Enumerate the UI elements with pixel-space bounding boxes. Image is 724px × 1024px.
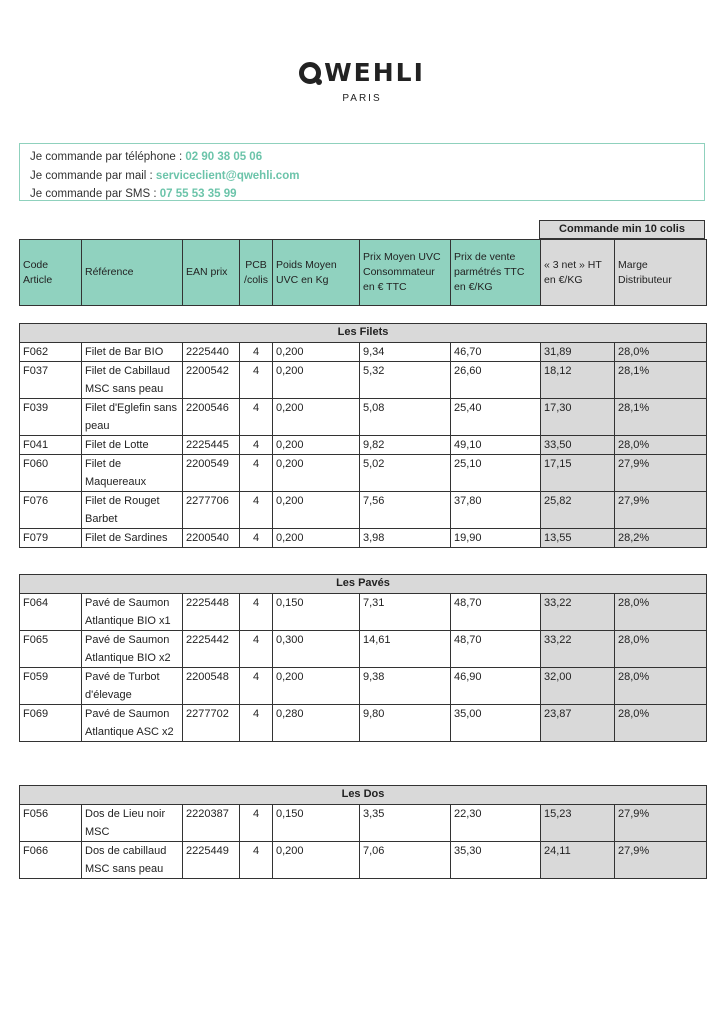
table-row	[20, 343, 707, 362]
cell-poids: 0,200	[273, 455, 360, 492]
table-row	[20, 529, 707, 548]
cell-pcb: 4	[240, 705, 273, 742]
cell-ht: 13,55	[541, 529, 615, 548]
table-row	[20, 594, 707, 631]
cell-marge: 28,0%	[615, 668, 707, 705]
cell-code: F079	[20, 529, 82, 548]
cell-ean: 2200549	[183, 455, 240, 492]
cell-pv: 48,70	[451, 631, 541, 668]
cell-ref: Pavé de Turbot d'élevage	[82, 668, 183, 705]
col-header-ref: Référence	[82, 240, 183, 306]
cell-pcb: 4	[240, 436, 273, 455]
order-min-label: Commande min 10 colis	[539, 220, 705, 239]
contact-phone[interactable]: 02 90 38 05 06	[185, 151, 263, 163]
cell-pv: 25,40	[451, 399, 541, 436]
cell-pcb: 4	[240, 668, 273, 705]
cell-pcb: 4	[240, 399, 273, 436]
cell-pv: 48,70	[451, 594, 541, 631]
contact-mail[interactable]: serviceclient@qwehli.com	[155, 169, 300, 182]
cell-pmuvc: 3,35	[360, 805, 451, 842]
cell-pv: 46,90	[451, 668, 541, 705]
cell-poids: 0,200	[273, 842, 360, 879]
cell-pcb: 4	[240, 805, 273, 842]
table-row	[20, 492, 707, 529]
cell-ean: 2225449	[183, 842, 240, 879]
cell-pmuvc: 5,32	[360, 362, 451, 399]
cell-pv: 35,30	[451, 842, 541, 879]
cell-ht: 25,82	[541, 492, 615, 529]
cell-code: F065	[20, 631, 82, 668]
cell-pcb: 4	[240, 631, 273, 668]
cell-ht: 33,22	[541, 631, 615, 668]
cell-ean: 2200542	[183, 362, 240, 399]
cell-pv: 25,10	[451, 455, 541, 492]
cell-ht: 17,15	[541, 455, 615, 492]
cell-pv: 37,80	[451, 492, 541, 529]
cell-pmuvc: 9,80	[360, 705, 451, 742]
section-title-row	[20, 324, 707, 343]
cell-pcb: 4	[240, 362, 273, 399]
table-row	[20, 399, 707, 436]
cell-poids: 0,280	[273, 705, 360, 742]
cell-ean: 2225442	[183, 631, 240, 668]
cell-ht: 15,23	[541, 805, 615, 842]
cell-code: F037	[20, 362, 82, 399]
column-header-table	[19, 239, 707, 306]
cell-poids: 0,200	[273, 668, 360, 705]
cell-marge: 28,0%	[615, 594, 707, 631]
cell-pv: 49,10	[451, 436, 541, 455]
cell-code: F076	[20, 492, 82, 529]
cell-ht: 23,87	[541, 705, 615, 742]
section-table-dos	[19, 785, 707, 879]
cell-ean: 2200546	[183, 399, 240, 436]
cell-marge: 28,0%	[615, 705, 707, 742]
col-header-prix-vente: Prix de vente parmétrés TTC en €/KG	[451, 240, 541, 306]
cell-ref: Pavé de Saumon Atlantique BIO x2	[82, 631, 183, 668]
cell-ref: Pavé de Saumon Atlantique ASC x2	[82, 705, 183, 742]
table-row	[20, 362, 707, 399]
cell-marge: 28,0%	[615, 343, 707, 362]
cell-ht: 31,89	[541, 343, 615, 362]
contact-mail-label: Je commande par mail :	[30, 169, 156, 182]
contact-sms-line	[30, 185, 694, 204]
contact-mail-line	[30, 167, 694, 186]
section-title-row	[20, 575, 707, 594]
cell-code: F062	[20, 343, 82, 362]
cell-marge: 27,9%	[615, 805, 707, 842]
cell-ht: 32,00	[541, 668, 615, 705]
section-title: Les Filets	[20, 324, 707, 343]
cell-code: F066	[20, 842, 82, 879]
section-title: Les Dos	[20, 786, 707, 805]
cell-marge: 28,0%	[615, 631, 707, 668]
cell-poids: 0,200	[273, 436, 360, 455]
table-row	[20, 436, 707, 455]
cell-ref: Filet de Lotte	[82, 436, 183, 455]
contact-phone-label: Je commande par téléphone :	[30, 151, 186, 163]
table-row	[20, 705, 707, 742]
cell-ref: Dos de cabillaud MSC sans peau	[82, 842, 183, 879]
cell-marge: 28,1%	[615, 399, 707, 436]
brand-name: WEHLI	[324, 58, 425, 87]
cell-pcb: 4	[240, 455, 273, 492]
cell-poids: 0,200	[273, 343, 360, 362]
contact-box	[19, 143, 705, 201]
cell-ref: Filet de Sardines	[82, 529, 183, 548]
cell-pmuvc: 5,08	[360, 399, 451, 436]
cell-pmuvc: 14,61	[360, 631, 451, 668]
cell-ean: 2277706	[183, 492, 240, 529]
logo-wordmark	[299, 58, 425, 87]
cell-ref: Pavé de Saumon Atlantique BIO x1	[82, 594, 183, 631]
cell-pcb: 4	[240, 529, 273, 548]
cell-ean: 2220387	[183, 805, 240, 842]
cell-ref: Filet d'Eglefin sans peau	[82, 399, 183, 436]
cell-code: F056	[20, 805, 82, 842]
cell-ref: Filet de Maquereaux	[82, 455, 183, 492]
cell-code: F059	[20, 668, 82, 705]
col-header-pcb: PCB /colis	[240, 240, 273, 306]
cell-ean: 2200540	[183, 529, 240, 548]
cell-ht: 33,50	[541, 436, 615, 455]
cell-pmuvc: 7,56	[360, 492, 451, 529]
table-row	[20, 455, 707, 492]
table-row	[20, 805, 707, 842]
cell-ht: 33,22	[541, 594, 615, 631]
cell-poids: 0,200	[273, 529, 360, 548]
cell-pmuvc: 7,06	[360, 842, 451, 879]
cell-pmuvc: 5,02	[360, 455, 451, 492]
cell-poids: 0,150	[273, 805, 360, 842]
cell-ean: 2277702	[183, 705, 240, 742]
cell-pcb: 4	[240, 842, 273, 879]
cell-code: F039	[20, 399, 82, 436]
cell-ref: Dos de Lieu noir MSC	[82, 805, 183, 842]
brand-subtitle: PARIS	[342, 93, 382, 104]
col-header-marge: Marge Distributeur	[615, 240, 707, 306]
cell-pmuvc: 9,82	[360, 436, 451, 455]
cell-marge: 27,9%	[615, 455, 707, 492]
cell-poids: 0,200	[273, 492, 360, 529]
cell-pmuvc: 3,98	[360, 529, 451, 548]
brand-logo	[0, 58, 724, 104]
cell-pv: 46,70	[451, 343, 541, 362]
table-row	[20, 668, 707, 705]
column-header-row	[20, 240, 707, 306]
cell-poids: 0,200	[273, 399, 360, 436]
cell-pv: 35,00	[451, 705, 541, 742]
cell-marge: 27,9%	[615, 492, 707, 529]
table-row	[20, 631, 707, 668]
cell-marge: 28,2%	[615, 529, 707, 548]
cell-pcb: 4	[240, 492, 273, 529]
cell-poids: 0,300	[273, 631, 360, 668]
cell-ref: Filet de Bar BIO	[82, 343, 183, 362]
cell-marge: 28,0%	[615, 436, 707, 455]
cell-poids: 0,200	[273, 362, 360, 399]
col-header-3net-ht: « 3 net » HT en €/KG	[541, 240, 615, 306]
logo-q-icon	[299, 62, 321, 84]
cell-ht: 24,11	[541, 842, 615, 879]
cell-pv: 22,30	[451, 805, 541, 842]
section-title-row	[20, 786, 707, 805]
cell-code: F060	[20, 455, 82, 492]
cell-ean: 2200548	[183, 668, 240, 705]
cell-pmuvc: 7,31	[360, 594, 451, 631]
col-header-ean: EAN prix	[183, 240, 240, 306]
cell-pmuvc: 9,34	[360, 343, 451, 362]
cell-ref: Filet de Rouget Barbet	[82, 492, 183, 529]
cell-poids: 0,150	[273, 594, 360, 631]
col-header-code: Code Article	[20, 240, 82, 306]
contact-sms-label: Je commande par SMS :	[30, 188, 160, 200]
cell-code: F069	[20, 705, 82, 742]
table-row	[20, 842, 707, 879]
section-title: Les Pavés	[20, 575, 707, 594]
cell-pv: 19,90	[451, 529, 541, 548]
cell-ean: 2225445	[183, 436, 240, 455]
cell-marge: 28,1%	[615, 362, 707, 399]
col-header-poids: Poids Moyen UVC en Kg	[273, 240, 360, 306]
cell-ht: 18,12	[541, 362, 615, 399]
cell-pcb: 4	[240, 343, 273, 362]
cell-code: F041	[20, 436, 82, 455]
section-table-filets	[19, 323, 707, 548]
contact-phone-line	[30, 148, 694, 167]
cell-pv: 26,60	[451, 362, 541, 399]
col-header-prix-moyen: Prix Moyen UVC Consommateur en € TTC	[360, 240, 451, 306]
cell-pcb: 4	[240, 594, 273, 631]
cell-pmuvc: 9,38	[360, 668, 451, 705]
cell-ref: Filet de Cabillaud MSC sans peau	[82, 362, 183, 399]
cell-code: F064	[20, 594, 82, 631]
section-table-paves	[19, 574, 707, 742]
contact-sms[interactable]: 07 55 53 35 99	[159, 188, 237, 200]
cell-marge: 27,9%	[615, 842, 707, 879]
cell-ean: 2225440	[183, 343, 240, 362]
cell-ht: 17,30	[541, 399, 615, 436]
cell-ean: 2225448	[183, 594, 240, 631]
